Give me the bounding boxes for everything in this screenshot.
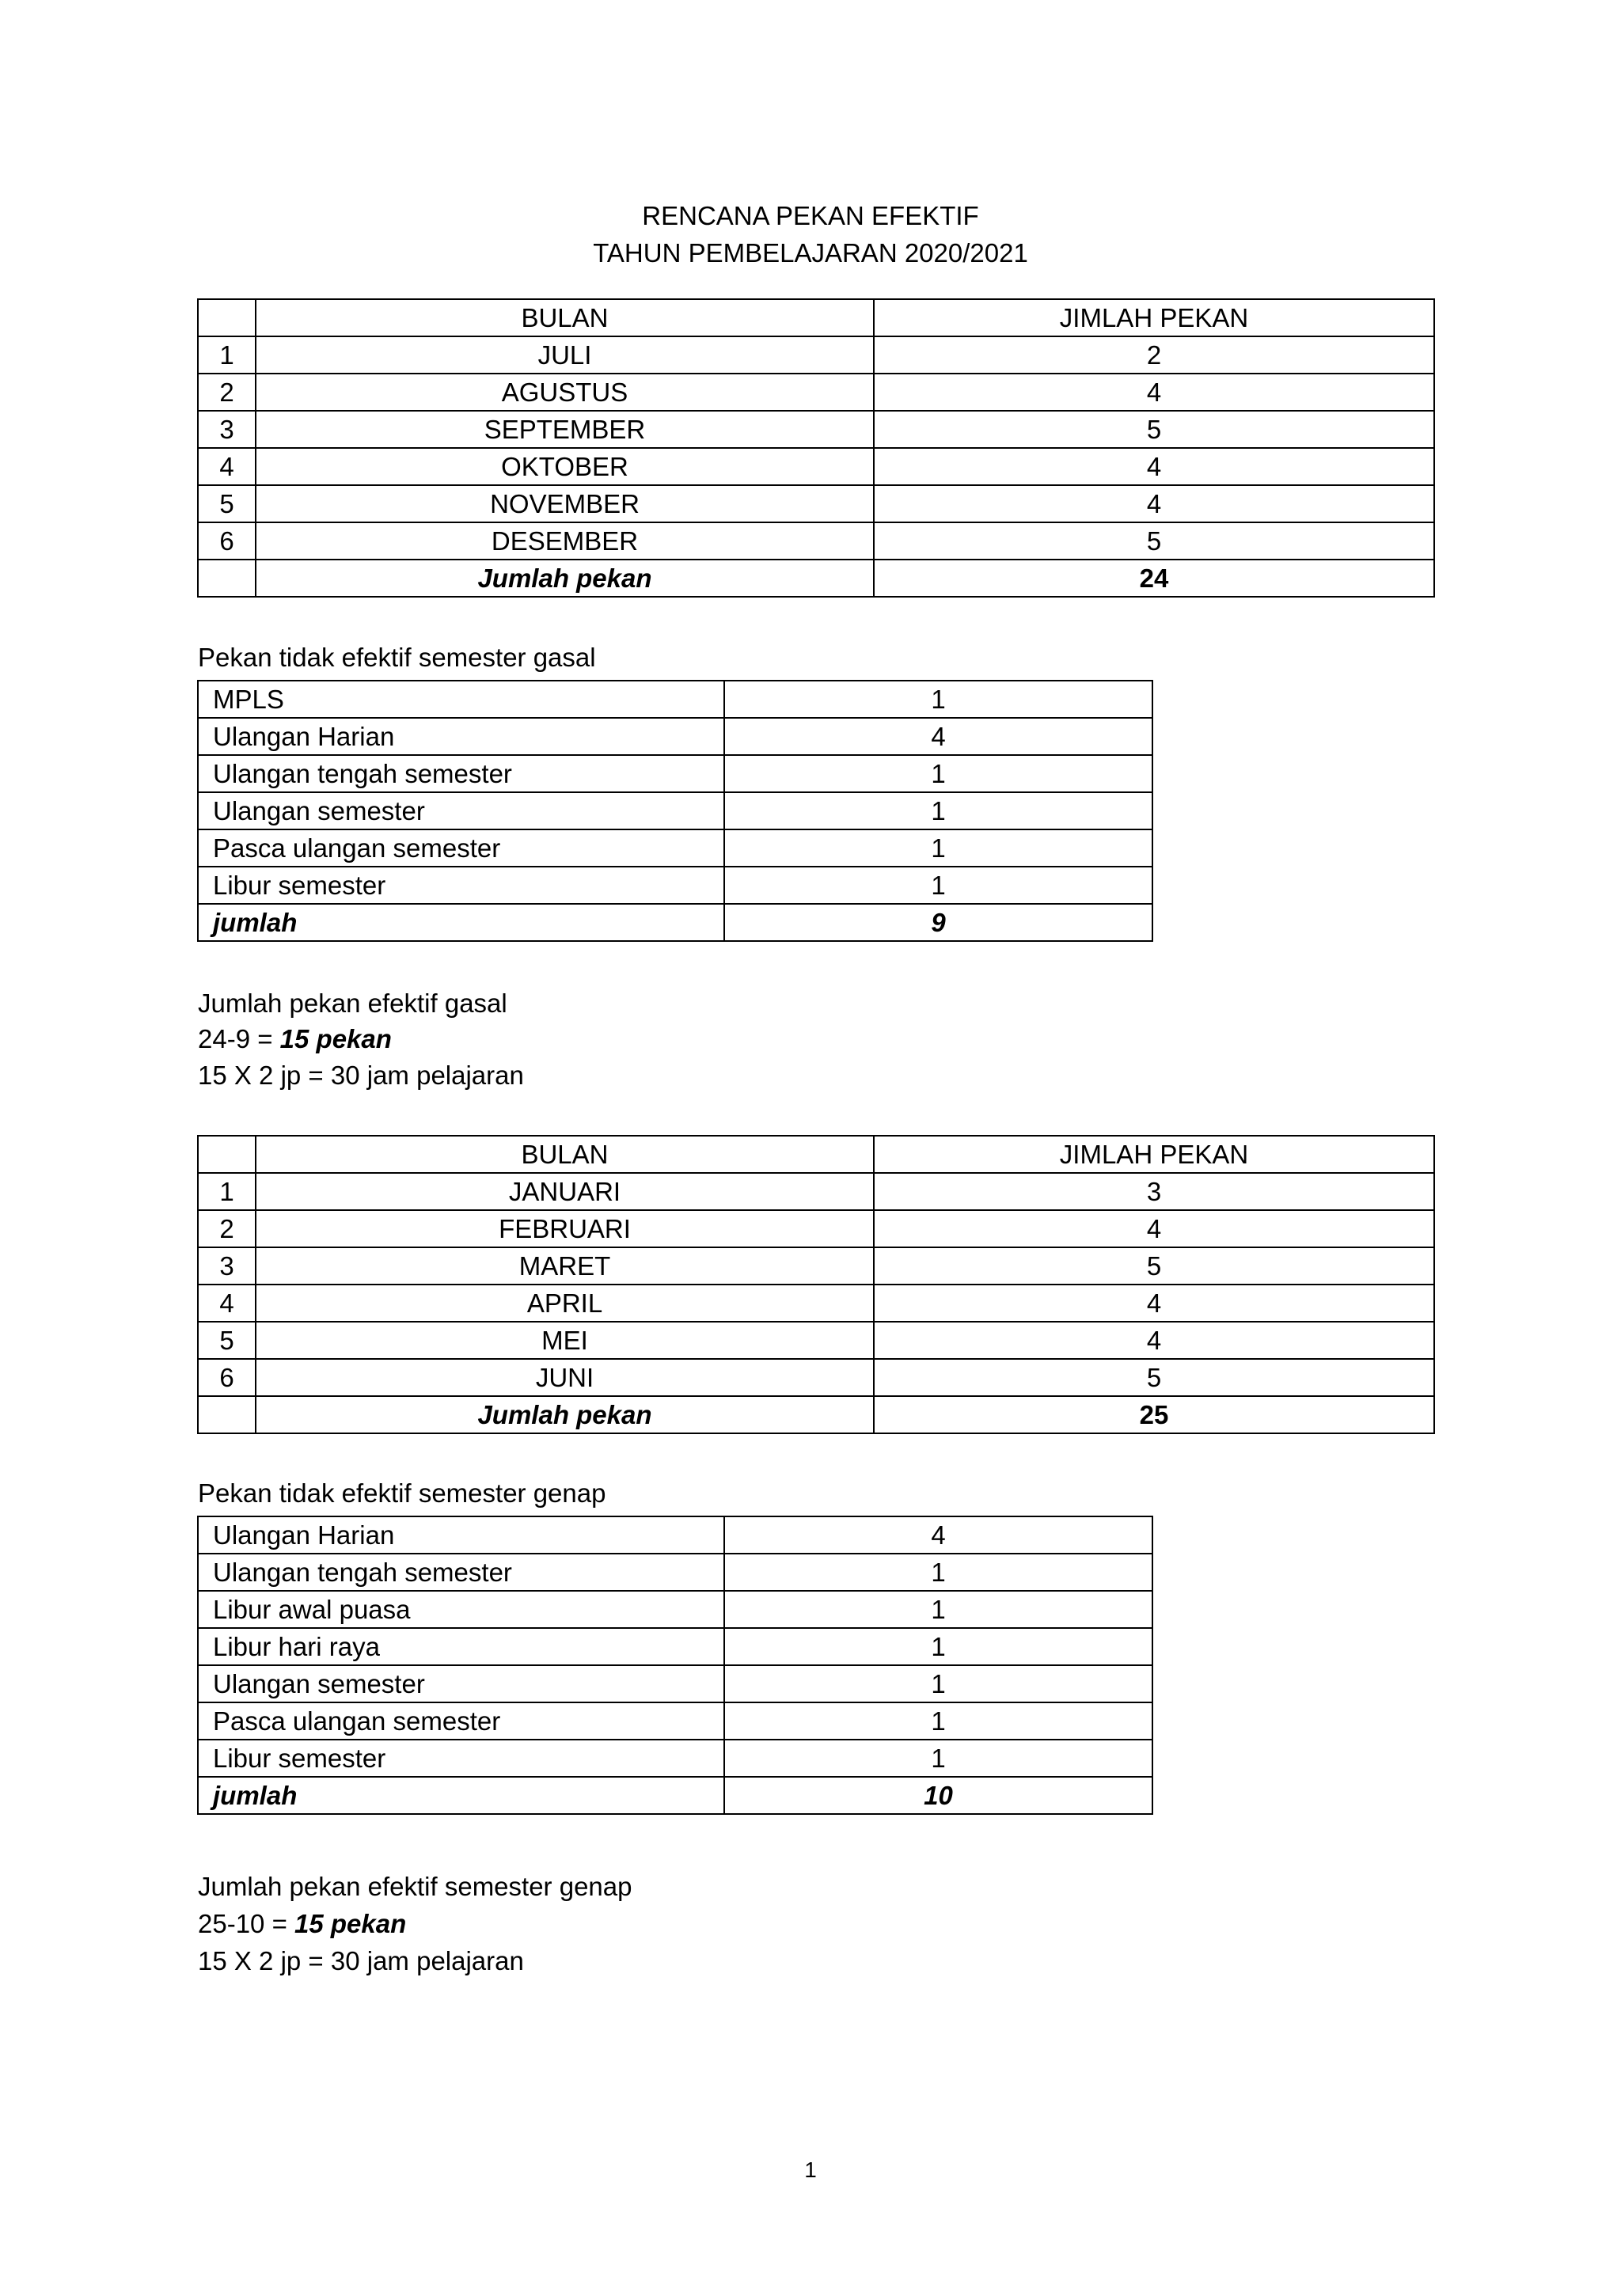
row-label: Pasca ulangan semester [198, 1702, 724, 1740]
row-weeks: 5 [874, 522, 1434, 560]
noneffective2-table [197, 1516, 1153, 1815]
row-weeks: 4 [874, 485, 1434, 522]
table-row [198, 1516, 1152, 1554]
table-row [198, 792, 1152, 829]
document-title: RENCANA PEKAN EFEKTIF [642, 201, 979, 230]
row-month: DESEMBER [256, 522, 874, 560]
row-month: JANUARI [256, 1173, 874, 1210]
noneffective2-heading: Pekan tidak efektif semester genap [198, 1478, 606, 1508]
semester2-table [197, 1135, 1435, 1434]
document-subtitle: TAHUN PEMBELAJARAN 2020/2021 [593, 238, 1028, 268]
summary1-result: 15 pekan [279, 1024, 392, 1053]
table-total-row [198, 1396, 1434, 1433]
row-month: SEPTEMBER [256, 411, 874, 448]
table-total-row [198, 904, 1152, 941]
table-row [198, 1702, 1152, 1740]
table-row [198, 1322, 1434, 1359]
row-value: 1 [724, 1740, 1152, 1777]
row-num: 2 [198, 1210, 256, 1247]
row-month: JUNI [256, 1359, 874, 1396]
row-month: APRIL [256, 1285, 874, 1322]
row-weeks: 2 [874, 336, 1434, 374]
row-weeks: 4 [874, 448, 1434, 485]
table-row [198, 867, 1152, 904]
table-header-row [198, 1136, 1434, 1173]
noneffective1-heading: Pekan tidak efektif semester gasal [198, 643, 596, 672]
row-label: Ulangan tengah semester [198, 755, 724, 792]
table-row [198, 1359, 1434, 1396]
row-num: 3 [198, 411, 256, 448]
noneffective1-table [197, 680, 1153, 942]
table-row [198, 411, 1434, 448]
row-value: 1 [724, 1554, 1152, 1591]
table-row [198, 681, 1152, 718]
row-weeks: 5 [874, 1247, 1434, 1285]
header-num [198, 1136, 256, 1173]
row-num: 5 [198, 485, 256, 522]
header-month: BULAN [256, 1136, 874, 1173]
row-value: 1 [724, 1665, 1152, 1702]
row-weeks: 4 [874, 1285, 1434, 1322]
row-value: 4 [724, 718, 1152, 755]
summary1-line2 [198, 1023, 392, 1055]
row-label: Ulangan Harian [198, 718, 724, 755]
table-row [198, 755, 1152, 792]
table-row [198, 829, 1152, 867]
row-label: Libur semester [198, 1740, 724, 1777]
row-value: 1 [724, 755, 1152, 792]
table-row [198, 1554, 1152, 1591]
row-value: 4 [724, 1516, 1152, 1554]
row-label: Pasca ulangan semester [198, 829, 724, 867]
header-weeks: JIMLAH PEKAN [874, 1136, 1434, 1173]
row-num: 5 [198, 1322, 256, 1359]
total-value: 24 [874, 560, 1434, 597]
summary2-line3: 15 X 2 jp = 30 jam pelajaran [198, 1946, 524, 1975]
summary2-line2 [198, 1908, 406, 1940]
table-row [198, 1665, 1152, 1702]
row-month: AGUSTUS [256, 374, 874, 411]
table-row [198, 1740, 1152, 1777]
summary1-line1: Jumlah pekan efektif gasal [198, 989, 507, 1018]
row-month: NOVEMBER [256, 485, 874, 522]
total-value: 10 [724, 1777, 1152, 1814]
row-month: OKTOBER [256, 448, 874, 485]
row-value: 1 [724, 1591, 1152, 1628]
row-label: MPLS [198, 681, 724, 718]
row-weeks: 5 [874, 411, 1434, 448]
header-month: BULAN [256, 299, 874, 336]
row-label: Ulangan Harian [198, 1516, 724, 1554]
table-header-row [198, 299, 1434, 336]
page-number: 1 [804, 2157, 817, 2182]
row-weeks: 4 [874, 1322, 1434, 1359]
table-total-row [198, 560, 1434, 597]
row-month: JULI [256, 336, 874, 374]
table-row [198, 485, 1434, 522]
summary2-calc: 25-10 = [198, 1909, 295, 1938]
row-month: FEBRUARI [256, 1210, 874, 1247]
semester1-table [197, 298, 1435, 598]
row-num: 3 [198, 1247, 256, 1285]
row-label: Libur hari raya [198, 1628, 724, 1665]
row-weeks: 4 [874, 1210, 1434, 1247]
table-row [198, 1247, 1434, 1285]
table-row [198, 522, 1434, 560]
row-label: Ulangan tengah semester [198, 1554, 724, 1591]
table-row [198, 448, 1434, 485]
table-row [198, 1285, 1434, 1322]
total-label: Jumlah pekan [256, 560, 874, 597]
total-value: 25 [874, 1396, 1434, 1433]
header-num [198, 299, 256, 336]
table-total-row [198, 1777, 1152, 1814]
summary1-line3: 15 X 2 jp = 30 jam pelajaran [198, 1061, 524, 1090]
row-label: Libur awal puasa [198, 1591, 724, 1628]
row-month: MEI [256, 1322, 874, 1359]
row-num: 1 [198, 1173, 256, 1210]
row-value: 1 [724, 792, 1152, 829]
row-value: 1 [724, 1702, 1152, 1740]
total-label: jumlah [198, 904, 724, 941]
row-weeks: 5 [874, 1359, 1434, 1396]
row-num: 6 [198, 1359, 256, 1396]
total-num [198, 560, 256, 597]
total-num [198, 1396, 256, 1433]
table-row [198, 336, 1434, 374]
table-row [198, 1628, 1152, 1665]
row-label: Ulangan semester [198, 1665, 724, 1702]
table-row [198, 718, 1152, 755]
total-label: Jumlah pekan [256, 1396, 874, 1433]
header-weeks: JIMLAH PEKAN [874, 299, 1434, 336]
table-row [198, 374, 1434, 411]
row-num: 1 [198, 336, 256, 374]
row-value: 1 [724, 1628, 1152, 1665]
total-label: jumlah [198, 1777, 724, 1814]
row-num: 2 [198, 374, 256, 411]
row-value: 1 [724, 867, 1152, 904]
summary2-line1: Jumlah pekan efektif semester genap [198, 1872, 632, 1901]
row-weeks: 4 [874, 374, 1434, 411]
table-row [198, 1591, 1152, 1628]
summary2-result: 15 pekan [294, 1909, 407, 1938]
row-month: MARET [256, 1247, 874, 1285]
summary1-calc: 24-9 = [198, 1024, 280, 1053]
row-label: Ulangan semester [198, 792, 724, 829]
row-num: 4 [198, 448, 256, 485]
row-num: 4 [198, 1285, 256, 1322]
table-row [198, 1173, 1434, 1210]
row-weeks: 3 [874, 1173, 1434, 1210]
row-value: 1 [724, 681, 1152, 718]
table-row [198, 1210, 1434, 1247]
row-num: 6 [198, 522, 256, 560]
row-label: Libur semester [198, 867, 724, 904]
total-value: 9 [724, 904, 1152, 941]
row-value: 1 [724, 829, 1152, 867]
